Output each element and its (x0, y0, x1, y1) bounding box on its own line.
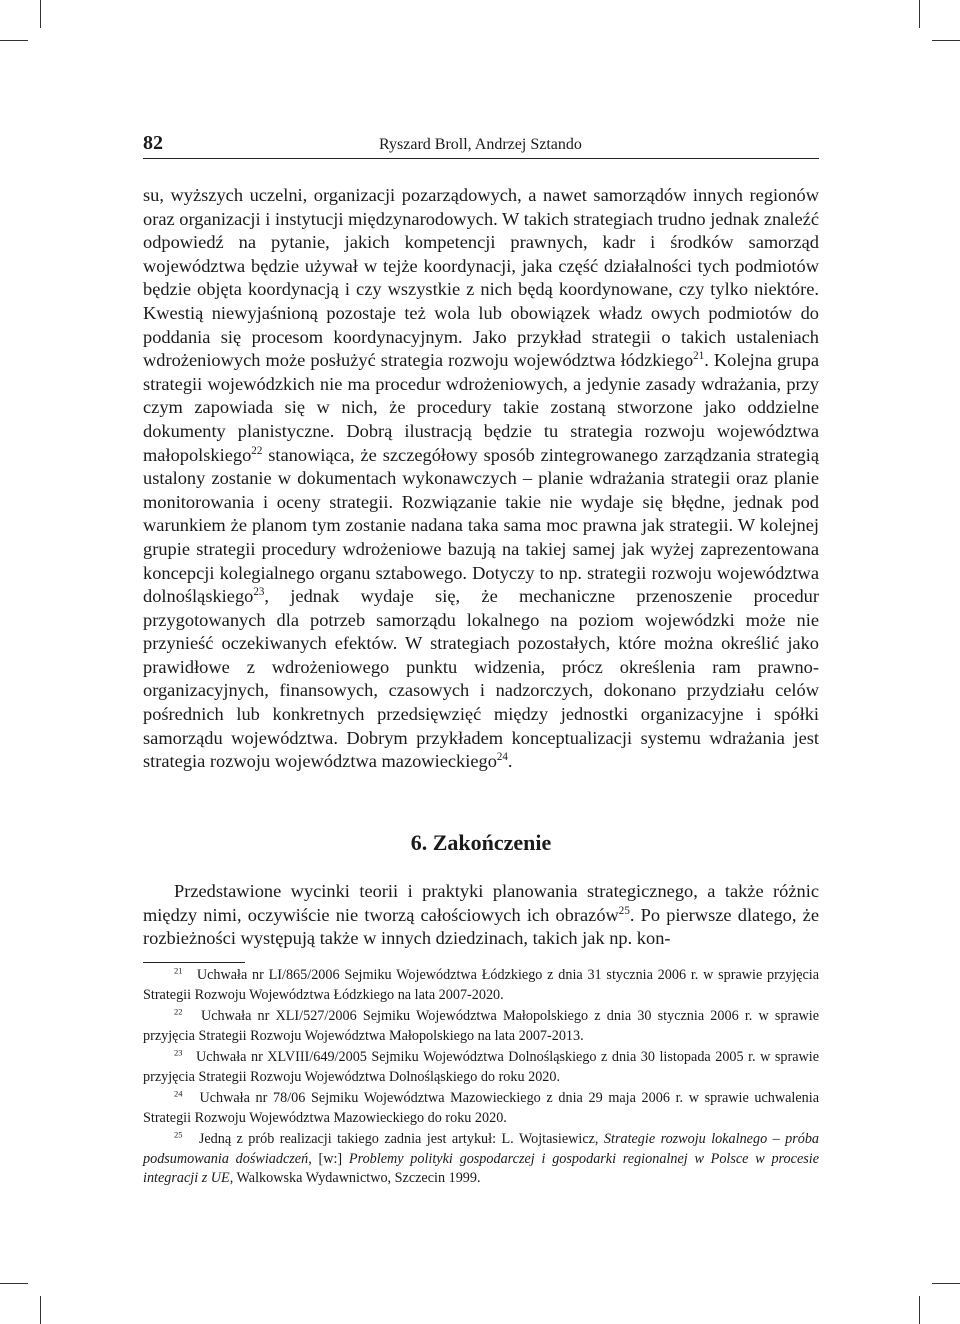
text-run: . Kolejna grupa strategii wojewódzkich nie ma procedur wdrożeniowych, a jedynie zasady wdrażania, przy czym zapowiada się w nich, że procedury takie zostaną stworzone jako oddzielne dokumenty planistyczne. Dobrą ilustracją będzie tu strategia rozwoju województwa małopolskiego (143, 350, 819, 465)
footnote-number: 21 (174, 965, 183, 976)
crop-mark (0, 1283, 28, 1284)
body-paragraph (143, 880, 819, 951)
crop-mark (0, 40, 28, 41)
crop-mark (40, 1296, 41, 1324)
footnote-21 (143, 966, 819, 1005)
text-run: . (507, 751, 513, 772)
footnote-25 (143, 1130, 819, 1189)
footnote-ref[interactable]: 24 (496, 751, 508, 764)
footnote-ref[interactable]: 23 (253, 585, 265, 598)
footnote-divider (143, 962, 245, 963)
footnote-23 (143, 1048, 819, 1087)
footnote-text: , [w:] (308, 1150, 349, 1167)
running-head: Ryszard Broll, Andrzej Sztando (379, 136, 582, 153)
footnote-text: Uchwała nr XLI/527/2006 Sejmiku Województwa Małopolskiego z dnia 30 stycznia 2006 r. w sprawie przyjęcia Strategii Rozwoju Województwa Małopolskiego na lata 2007-2013. (143, 1008, 819, 1044)
footnote-number: 22 (174, 1006, 183, 1017)
footnote-text: Jedną z prób realizacji takiego zadnia jest artykuł: L. Wojtasiewicz, (198, 1131, 604, 1147)
footnote-number: 24 (174, 1088, 183, 1099)
text-run: Przedstawione wycinki teorii i praktyki planowania strategicznego, a także różnic między nimi, oczywiście nie tworzą całościowych ich obrazów (143, 881, 819, 925)
crop-mark (932, 40, 960, 41)
page-number: 82 (143, 132, 163, 154)
text-run: , jednak wydaje się, że mechaniczne przenoszenie procedur przygotowanych dla potrzeb samorządu lokalnego na poziom wojewódzki może nie przynieść oczekiwanych efektów. W strategiach pozostałych, które można określić jako prawidłowe z wdrożeniowego punktu widzenia, prócz określenia ram prawno-organizacyjnych, finansowych, czasowych i nadzorczych, dokonano przydziału celów pośrednich lub konkretnych przedsięwzięć między jednostki organizacyjne i spółki samorządu województwa. Dobrym przykładem konceptualizacji systemu wdrażania jest strategia rozwoju województwa mazowieckiego (143, 586, 819, 772)
text-run: . Po pierwsze dlatego, że rozbieżności występują także w innych dziedzinach, takich jak np. kon- (143, 904, 819, 949)
body-paragraph (143, 184, 819, 774)
text-run: su, wyższych uczelni, organizacji pozarządowych, a nawet samorządów innych regionów oraz organizacji i instytucji międzynarodowych. W takich strategiach trudno jednak znaleźć odpowiedź na pytanie, jakich kompetencji prawnych, kadr i środków samorząd województwa będzie używał w tejże koordynacji, jaka część działalności tych podmiotów będzie objęta koordynacją i czy wszystkie z nich będą koordynowane, czy tylko niektóre. Kwestią niewyjaśnioną pozostaje też wola lub obowiązek władz owych podmiotów do poddania się procesom koordynacyjnym. Jako przykład strategii o takich ustaleniach wdrożeniowych może posłużyć strategia rozwoju województwa łódzkiego (143, 185, 819, 371)
crop-mark (932, 1283, 960, 1284)
footnote-24 (143, 1089, 819, 1128)
crop-mark (40, 0, 41, 28)
footnote-text: Uchwała nr XLVIII/649/2005 Sejmiku Województwa Dolnośląskiego z dnia 30 listopada 2005 r. w sprawie przyjęcia Strategii Rozwoju Województwa Dolnośląskiego do roku 2020. (143, 1049, 820, 1085)
footnote-number: 23 (174, 1047, 183, 1058)
footnote-22 (143, 1007, 819, 1046)
footnote-ref[interactable]: 21 (693, 350, 705, 363)
footnote-ref[interactable]: 22 (251, 444, 263, 457)
footnote-number: 25 (174, 1129, 183, 1140)
section-heading: 6. Zakończenie (410, 830, 552, 855)
footnote-text: Uchwała nr 78/06 Sejmiku Województwa Mazowieckiego z dnia 29 maja 2006 r. w sprawie uchwalenia Strategii Rozwoju Województwa Mazowieckiego do roku 2020. (143, 1090, 820, 1126)
footnote-ref[interactable]: 25 (618, 904, 630, 917)
crop-mark (919, 0, 920, 28)
text-run: stanowiąca, że szczegółowy sposób zintegrowanego zarządzania strategią ustalony zostanie w dokumentach wykonawczych – planie wdrażania strategii oraz planie monitorowania i oceny strategii. Rozwiązanie takie nie wydaje się błędne, jednak pod warunkiem że planom tym zostanie nadana taka sama moc prawna jak strategii. W kolejnej grupie strategii procedury wdrożeniowe bazują na takiej samej jak wyżej zaprezentowana koncepcji kolegialnego organu sztabowego. Dotyczy to np. strategii rozwoju województwa dolnośląskiego (143, 444, 819, 607)
footnote-title: Problemy polityki gospodarczej i gospodarki regionalnej w Polsce w procesie integracji z UE (143, 1150, 819, 1186)
footnote-title: Strategie rozwoju lokalnego – próba podsumowania doświadczeń (143, 1131, 820, 1167)
page-header (143, 130, 819, 159)
footnote-text: , Walkowska Wydawnictwo, Szczecin 1999. (229, 1170, 481, 1186)
crop-mark (919, 1296, 920, 1324)
footnote-text: Uchwała nr LI/865/2006 Sejmiku Województwa Łódzkiego z dnia 31 stycznia 2006 r. w sprawie przyjęcia Strategii Rozwoju Województwa Łódzkiego na lata 2007-2020. (143, 967, 820, 1003)
footnotes (143, 966, 819, 1191)
